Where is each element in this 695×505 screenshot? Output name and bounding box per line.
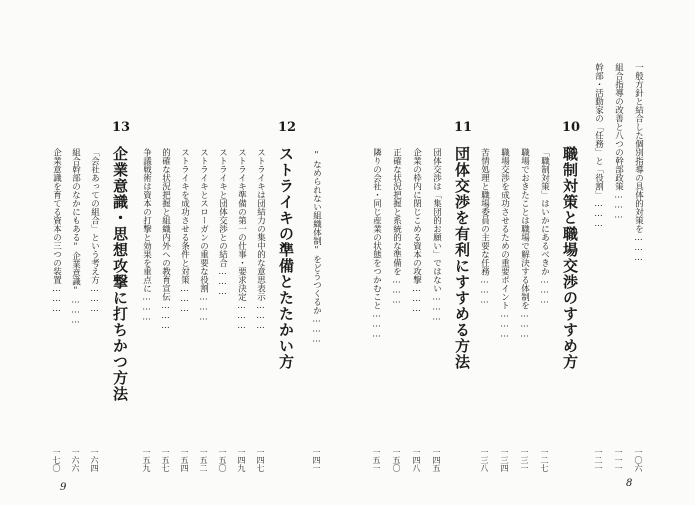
toc-entry-text: 一般方針と結合した個別指導の具体的対策を……… [633,63,644,263]
toc-entry-text: "なめられない組織体制"をどうつくるか……… [311,150,322,345]
toc-entry-page: 一四八 [412,448,421,472]
toc-entry-text: 幹部・活動家の「任務」と「役割」……… [593,63,604,229]
toc-entry-text: 争議戦術は資本の打撃と効果を重点に……… [141,148,152,323]
toc-entry-text: ストライキを成功させる条件と対策……… [179,148,190,314]
section-title: 団体交渉を有利にすすめる方法 [453,146,471,370]
toc-entry-page: 一四九 [237,448,246,472]
toc-entry-page: 一六四 [90,448,99,472]
toc-entry-text: 企業の枠内に閉じこめる資本の攻撃……… [411,148,422,314]
toc-entry-page: 一四七 [256,448,265,472]
section-number: 11 [454,120,473,135]
toc-entry-page: 一五九 [142,448,151,472]
toc-entry-page: 一四五 [432,448,441,472]
toc-entry-page: 一〇六 [634,448,643,472]
toc-entry-page: 一五二 [199,448,208,472]
section-title: ストライキの準備とたたかい方 [277,146,295,370]
toc-entry-text: 団体交渉は「集団的お願い」ではない……… [431,148,442,323]
toc-entry-text: 「会社あっての組合」という考え方……… [89,148,100,314]
section-title: 企業意識・思想攻撃に打ちかつ方法 [111,146,129,402]
toc-entry-text: ストライキ準備の第一の仕事・要求決定……… [236,148,247,331]
toc-entry-text: ストライキは団結力の集中的な意思表示……… [255,148,266,331]
toc-entry-page: 一三四 [500,448,509,472]
toc-entry-text: 職場交渉を成功させるための重要ポイント……… [499,148,510,340]
toc-entry-page: 一六六 [71,448,80,472]
toc-entry-text: 苦情処理と職場委員の主要な任務……… [479,148,490,306]
toc-entry-text: 職場でおきたことは職場で解決する体制を……… [519,148,530,340]
toc-entry-page: 一三一 [520,448,529,472]
toc-entry-text: 組合幹部のなかにもある"企業意識"……… [70,148,81,326]
toc-entry-text: 的確な状況把握と組織内外への教育宣伝……… [160,148,171,331]
toc-entry-page: 一二一 [594,448,603,472]
toc-entry-page: 一五〇 [218,448,227,472]
toc-entry-page: 一三八 [480,448,489,472]
toc-entry-page: 一五七 [161,448,170,472]
section-number: 12 [278,120,297,135]
toc-entry-page: 一一一 [614,448,623,472]
toc-entry-page: 一五一 [372,448,381,472]
section-number: 10 [562,120,581,135]
toc-entry-text: ストライキと団体交渉との結合……… [217,148,228,297]
toc-entry-text: 「職制対策」はいかにあるべきか……… [539,148,550,306]
toc-entry-text: 企業意識を育てる資本の三つの装置……… [51,148,62,314]
page-folio-left: 9 [60,482,67,493]
toc-entry-page: 一五〇 [392,448,401,472]
toc-entry-page: 一二七 [540,448,549,472]
toc-entry-page: 一五四 [180,448,189,472]
section-title: 職制対策と職場交渉のすすめ方 [561,146,579,370]
toc-entry-page: 一四一 [312,448,321,472]
toc-entry-text: ストライキとスローガンの重要な役割……… [198,148,209,323]
section-number: 13 [112,120,131,135]
page-folio-right: 8 [626,478,633,489]
toc-entry-text: 正確な状況把握と系統的な準備を……… [391,148,402,306]
toc-entry-text: 隣りの会社・同じ産業の状態をつかむこと……… [371,148,382,340]
toc-entry-text: 組合指導の改善と八つの幹部政策……… [613,63,624,221]
toc-entry-page: 一七〇 [52,448,61,472]
